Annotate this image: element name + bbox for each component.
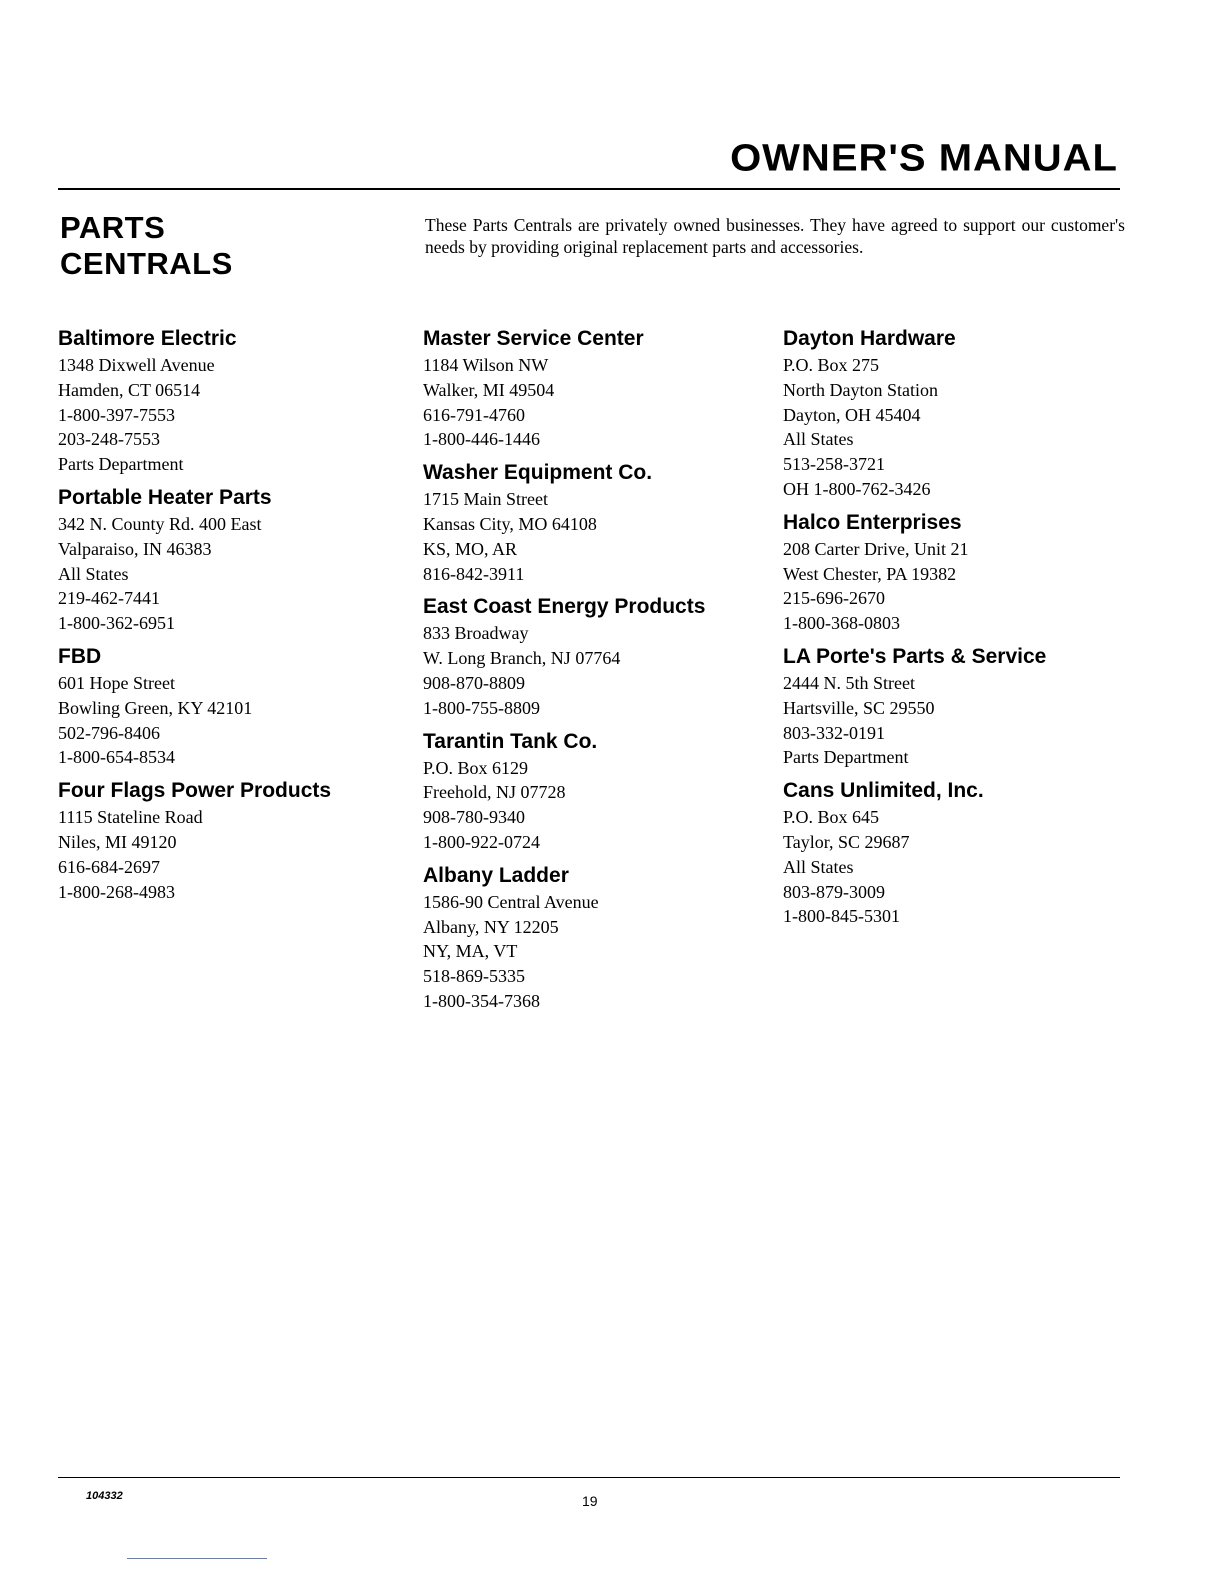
parts-central-detail: Valparaiso, IN 46383 [58, 538, 212, 559]
parts-central-name: East Coast Energy Products [423, 595, 706, 619]
parts-central-detail: W. Long Branch, NJ 07764 [423, 648, 621, 669]
parts-central-entry [58, 324, 418, 477]
parts-central-detail: 803-332-0191 [783, 722, 885, 743]
parts-central-detail: KS, MO, AR [423, 538, 518, 559]
parts-central-detail: West Chester, PA 19382 [783, 563, 957, 584]
parts-central-detail: Albany, NY 12205 [423, 916, 559, 937]
parts-central-detail: Parts Department [58, 454, 184, 475]
manual-title: OWNER'S MANUAL [730, 137, 1118, 179]
parts-central-detail: Freehold, NJ 07728 [423, 782, 566, 803]
parts-central-entry [423, 592, 783, 720]
parts-central-entry [423, 727, 783, 855]
parts-central-detail: 219-462-7441 [58, 588, 160, 609]
parts-column-1 [58, 324, 418, 910]
parts-central-detail: 1-800-922-0724 [423, 831, 540, 852]
parts-central-detail: 833 Broadway [423, 623, 529, 644]
parts-central-detail: 816-842-3911 [423, 563, 525, 584]
parts-central-entry [783, 776, 1143, 929]
parts-column-2 [423, 324, 783, 1020]
parts-central-detail: 908-780-9340 [423, 807, 525, 828]
parts-central-detail: 502-796-8406 [58, 722, 160, 743]
parts-central-detail: 1-800-845-5301 [783, 906, 900, 927]
parts-central-detail: Kansas City, MO 64108 [423, 513, 597, 534]
parts-central-detail: 1586-90 Central Avenue [423, 891, 599, 912]
parts-central-name: Cans Unlimited, Inc. [783, 779, 984, 803]
parts-central-entry [58, 776, 418, 904]
parts-central-detail: 803-879-3009 [783, 881, 885, 902]
parts-central-detail: OH 1-800-762-3426 [783, 478, 931, 499]
intro-paragraph: These Parts Centrals are privately owned businesses. They have agreed to support our customer's needs by providing original replacement parts and accessories. [425, 215, 1125, 257]
scan-artifact-line [127, 1558, 267, 1559]
parts-central-detail: North Dayton Station [783, 379, 938, 400]
parts-central-entry [423, 458, 783, 586]
parts-central-detail: 1-800-368-0803 [783, 613, 900, 634]
parts-central-detail: 1-800-397-7553 [58, 404, 175, 425]
parts-central-detail: Parts Department [783, 747, 909, 768]
parts-central-name: Baltimore Electric [58, 327, 237, 350]
section-title-line-1: PARTS [60, 210, 166, 245]
parts-central-name: Dayton Hardware [783, 327, 956, 350]
parts-central-detail: 601 Hope Street [58, 672, 175, 693]
parts-central-detail: 1-800-755-8809 [423, 697, 540, 718]
parts-central-detail: 616-791-4760 [423, 404, 525, 425]
parts-central-name: Four Flags Power Products [58, 779, 332, 803]
parts-central-entry [783, 642, 1143, 770]
parts-column-3 [783, 324, 1143, 935]
parts-central-detail: 1184 Wilson NW [423, 355, 549, 375]
parts-central-entry [423, 861, 783, 1014]
parts-central-detail: 1-800-654-8534 [58, 747, 175, 768]
section-title-line-2: CENTRALS [60, 246, 233, 281]
parts-central-name: Halco Enterprises [783, 510, 962, 534]
parts-central-detail: 2444 N. 5th Street [783, 672, 915, 693]
parts-central-detail: 1348 Dixwell Avenue [58, 355, 215, 375]
parts-central-name: Albany Ladder [423, 863, 569, 887]
parts-central-name: Tarantin Tank Co. [423, 729, 598, 753]
parts-central-entry [423, 324, 783, 452]
parts-central-detail: 616-684-2697 [58, 856, 160, 877]
header-divider [58, 188, 1120, 190]
parts-central-detail: 203-248-7553 [58, 429, 160, 450]
footer-divider [58, 1477, 1120, 1478]
parts-central-detail: All States [783, 429, 854, 450]
parts-central-name: Portable Heater Parts [58, 485, 272, 509]
parts-central-detail: Walker, MI 49504 [423, 379, 555, 400]
parts-central-detail: 513-258-3721 [783, 454, 885, 475]
parts-central-entry [58, 642, 418, 770]
parts-central-detail: P.O. Box 645 [783, 807, 880, 828]
document-number: 104332 [86, 1490, 123, 1502]
parts-central-detail: P.O. Box 6129 [423, 757, 529, 778]
parts-central-detail: P.O. Box 275 [783, 355, 880, 375]
parts-central-detail: Niles, MI 49120 [58, 831, 177, 852]
parts-central-detail: Hartsville, SC 29550 [783, 697, 935, 718]
parts-central-detail: 1-800-268-4983 [58, 881, 175, 902]
parts-central-detail: 908-870-8809 [423, 672, 525, 693]
parts-central-detail: All States [783, 856, 854, 877]
parts-central-detail: Hamden, CT 06514 [58, 379, 201, 400]
parts-central-detail: 1-800-354-7368 [423, 990, 540, 1011]
parts-central-detail: 1115 Stateline Road [58, 807, 203, 828]
page-number: 19 [582, 1493, 598, 1509]
parts-central-entry [783, 508, 1143, 636]
parts-central-detail: 1-800-446-1446 [423, 429, 540, 450]
parts-central-name: FBD [58, 644, 102, 668]
parts-central-detail: Bowling Green, KY 42101 [58, 697, 253, 718]
parts-central-detail: 208 Carter Drive, Unit 21 [783, 538, 969, 559]
parts-central-entry [783, 324, 1143, 502]
parts-central-name: Washer Equipment Co. [423, 461, 653, 485]
parts-central-detail: Taylor, SC 29687 [783, 831, 910, 852]
parts-central-detail: 215-696-2670 [783, 588, 885, 609]
parts-central-entry [58, 483, 418, 636]
parts-central-detail: All States [58, 563, 129, 584]
section-title [60, 210, 233, 282]
parts-central-name: Master Service Center [423, 327, 644, 350]
parts-central-detail: 342 N. County Rd. 400 East [58, 513, 262, 534]
parts-central-detail: Dayton, OH 45404 [783, 404, 921, 425]
parts-central-detail: 518-869-5335 [423, 966, 525, 987]
parts-central-detail: 1715 Main Street [423, 489, 548, 510]
parts-central-name: LA Porte's Parts & Service [783, 644, 1047, 668]
parts-central-detail: NY, MA, VT [423, 941, 518, 962]
parts-central-detail: 1-800-362-6951 [58, 613, 175, 634]
